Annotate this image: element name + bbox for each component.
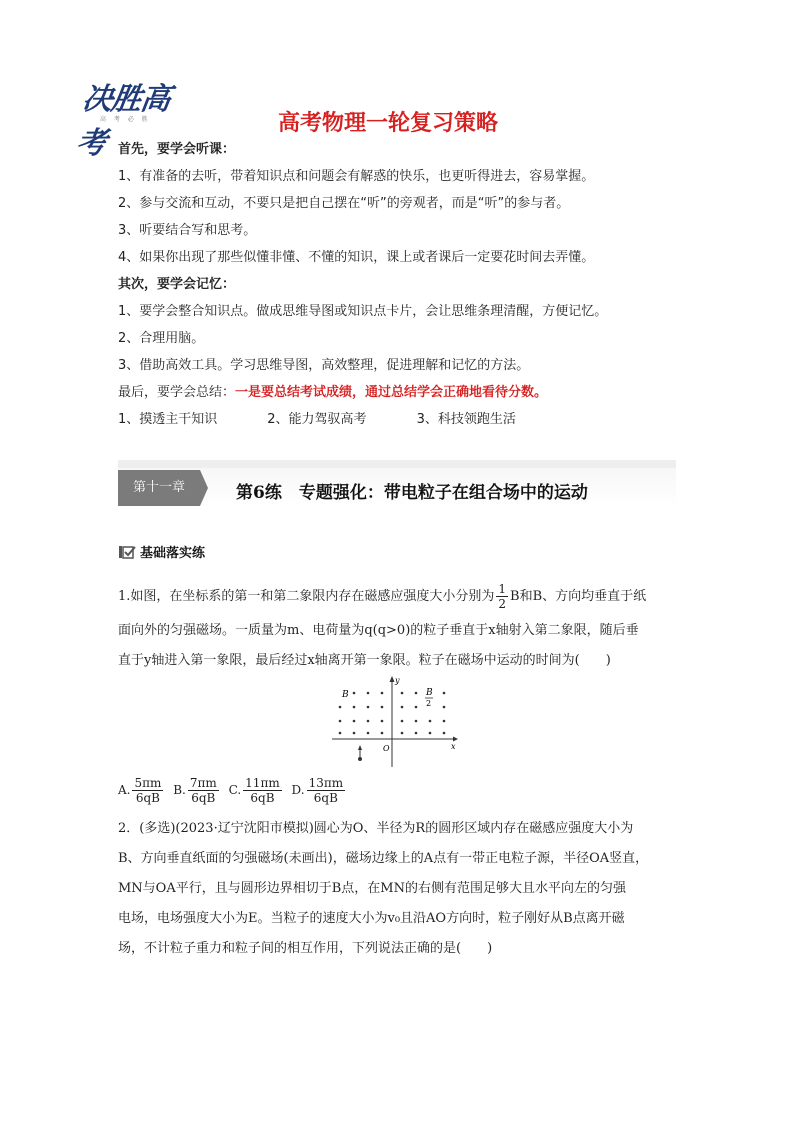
option-b: B. $\frac{7\pi m}{6qB}$ xyxy=(173,776,217,805)
particle-dot xyxy=(358,757,362,761)
field-dot xyxy=(353,706,356,709)
field-dot xyxy=(415,720,418,723)
field-dot xyxy=(443,720,446,723)
field-dot xyxy=(339,706,342,709)
field-dot xyxy=(401,720,404,723)
practice-title: 第6练 专题强化：带电粒子在组合场中的运动 xyxy=(236,483,588,503)
first-item-1: 1、有准备的去听，带着知识点和问题会有解惑的快乐，也更听得进去，容易掌握。 xyxy=(118,169,595,184)
q1-line-2: 面向外的匀强磁场。一质量为m、电荷量为q(q>0)的粒子垂直于x轴射入第二象限，随后垂 xyxy=(118,623,639,638)
field-dot xyxy=(367,720,370,723)
field-dot xyxy=(367,706,370,709)
field-dot xyxy=(353,720,356,723)
particle-arrow xyxy=(358,745,362,750)
field-dot xyxy=(415,706,418,709)
q1-fraction: $\frac{1}{2}$ xyxy=(498,582,507,611)
tip-2: 2、能力驾驭高考 xyxy=(267,412,367,427)
first-heading: 首先，要学会听课： xyxy=(118,142,236,157)
y-axis-label: y xyxy=(395,676,400,685)
field-dot xyxy=(353,692,356,695)
field-dot xyxy=(381,732,384,735)
q1-line-3: 直于y轴进入第一象限，最后经过x轴离开第一象限。粒子在磁场中运动的时间为( ) xyxy=(118,653,611,668)
field-dot xyxy=(429,720,432,723)
second-heading: 其次，要学会记忆： xyxy=(118,277,236,292)
q2-line-3: MN与OA平行，且与圆形边界相切于B点，在MN的右侧有范围足够大且水平向左的匀强 xyxy=(118,881,626,896)
option-d: D. $\frac{13\pi m}{6qB}$ xyxy=(291,776,344,805)
field-dot xyxy=(339,720,342,723)
tip-1: 1、摸透主干知识 xyxy=(118,412,218,427)
q2-line-4: 电场，电场强度大小为E。当粒子的速度大小为v₀且沿AO方向时，粒子刚好从B点离开磁 xyxy=(118,911,625,926)
section-heading xyxy=(118,542,205,561)
section-title: 基础落实练 xyxy=(140,546,206,561)
logo-text: 决胜高考 xyxy=(73,82,173,161)
field-dot xyxy=(415,732,418,735)
field-dot xyxy=(443,692,446,695)
q2-line-2: B、方向垂直纸面的匀强磁场(未画出)，磁场边缘上的A点有一带正电粒子源，半径OA竖直， xyxy=(118,851,649,866)
field-dot xyxy=(353,732,356,735)
field-dot xyxy=(339,732,342,735)
first-item-2: 2、参与交流和互动，不要只是把自己摆在“听”的旁观者，而是“听”的参与者。 xyxy=(118,196,570,211)
last-prefix: 最后，要学会总结： xyxy=(118,385,236,400)
field-dot xyxy=(367,732,370,735)
field-dot xyxy=(443,732,446,735)
field-dot xyxy=(443,706,446,709)
checkbox-icon xyxy=(118,545,136,559)
second-item-3: 3、借助高效工具。学习思维导图，高效整理，促进理解和记忆的方法。 xyxy=(118,358,530,373)
field-label-right-den: 2 xyxy=(426,699,432,708)
field-dot xyxy=(401,692,404,695)
tip-3: 3、科技领跑生活 xyxy=(416,412,516,427)
field-dot xyxy=(401,732,404,735)
chapter-label: 第十一章 xyxy=(118,470,200,506)
first-item-3: 3、听要结合写和思考。 xyxy=(118,223,257,238)
q1-line-1: 1.如图，在坐标系的第一和第二象限内存在磁感应强度大小分别为 $\frac{1}{2}$ B和B、方向均垂直于纸 xyxy=(118,582,647,611)
field-dot xyxy=(381,720,384,723)
field-dot xyxy=(401,706,404,709)
field-dot xyxy=(381,692,384,695)
last-line xyxy=(118,384,547,402)
q1-options xyxy=(118,776,351,805)
field-dot xyxy=(381,706,384,709)
field-label-right-num: B xyxy=(426,688,433,698)
field-dot xyxy=(415,692,418,695)
field-dot xyxy=(367,692,370,695)
option-c: C. $\frac{11\pi m}{6qB}$ xyxy=(228,776,280,805)
q1-figure xyxy=(328,673,462,769)
q2-line-5: 场，不计粒子重力和粒子间的相互作用，下列说法正确的是( ) xyxy=(118,941,493,956)
y-axis-arrow xyxy=(390,676,395,682)
magnetic-field-dots-right xyxy=(401,692,446,735)
x-axis-arrow xyxy=(453,737,458,742)
x-axis-label: x xyxy=(451,742,456,751)
tips-row xyxy=(118,411,516,429)
second-item-2: 2、合理用脑。 xyxy=(118,331,205,346)
q2-line-1: 2．(多选)(2023·辽宁沈阳市模拟)圆心为O、半径为R的圆形区域内存在磁感应强度大小为 xyxy=(118,821,634,836)
second-item-1: 1、要学会整合知识点。做成思维导图或知识点卡片，会让思维条理清醒，方便记忆。 xyxy=(118,304,608,319)
origin-label: O xyxy=(383,744,390,753)
field-label-left: B xyxy=(342,690,349,700)
page-title: 高考物理一轮复习策略 xyxy=(278,111,499,136)
last-red-text: 一是要总结考试成绩，通过总结学会正确地看待分数。 xyxy=(235,385,548,400)
first-item-4: 4、如果你出现了那些似懂非懂、不懂的知识，课上或者课后一定要花时间去弄懂。 xyxy=(118,250,595,265)
logo-subtitle: 高 考 必 胜 xyxy=(100,116,151,123)
option-a: A. $\frac{5\pi m}{6qB}$ xyxy=(118,776,162,805)
field-dot xyxy=(429,732,432,735)
chapter-label-arrow xyxy=(200,470,208,506)
